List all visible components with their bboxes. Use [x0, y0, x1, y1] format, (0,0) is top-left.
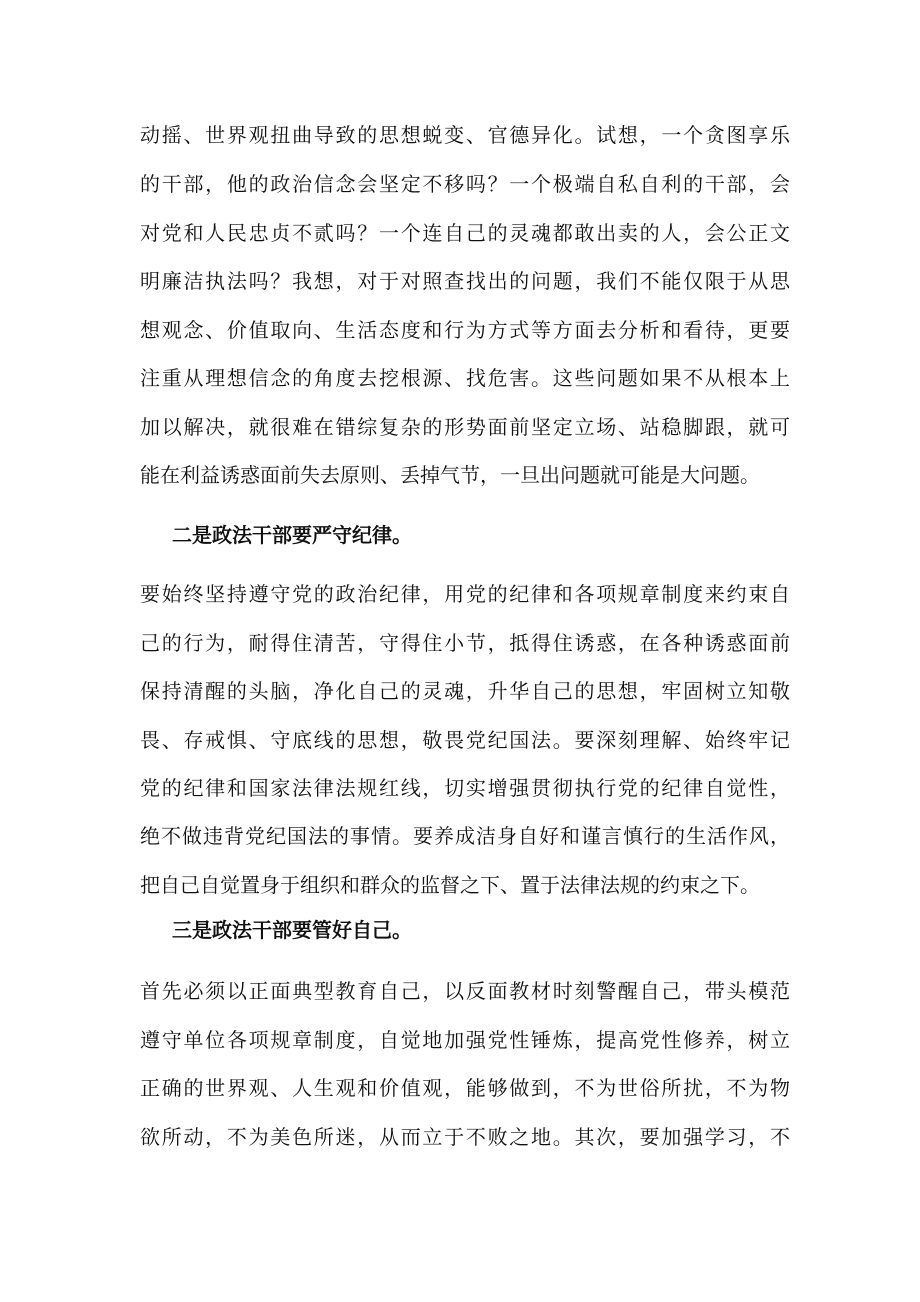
- paragraph-1-line-8: 能在利益诱惑面前失去原则、丢掉气节，一旦出问题就可能是大问题。: [140, 463, 760, 487]
- section-heading-2: 二是政法干部要严守纪律。: [172, 523, 412, 547]
- section-heading-3: 三是政法干部要管好自己。: [172, 918, 412, 942]
- paragraph-2-line-2: 己的行为，耐得住清苦，守得住小节，抵得住诱惑，在各种诱惑面前: [140, 631, 790, 655]
- paragraph-3-line-4: 欲所动，不为美色所迷，从而立于不败之地。其次，要加强学习，不: [140, 1125, 790, 1149]
- paragraph-1-line-5: 想观念、价值取向、生活态度和行为方式等方面去分析和看待，更要: [140, 318, 790, 342]
- paragraph-1-line-7: 加以解决，就很难在错综复杂的形势面前坚定立场、站稳脚跟，就可: [140, 415, 790, 439]
- paragraph-1-line-6: 注重从理想信念的角度去挖根源、找危害。这些问题如果不从根本上: [140, 366, 790, 390]
- paragraph-3-line-2: 遵守单位各项规章制度，自觉地加强党性锤炼，提高党性修养，树立: [140, 1028, 790, 1052]
- paragraph-1-line-3: 对党和人民忠贞不贰吗？一个连自己的灵魂都敢出卖的人，会公正文: [140, 221, 790, 245]
- paragraph-1-line-1: 动摇、世界观扭曲导致的思想蜕变、官德异化。试想，一个贪图享乐: [140, 123, 790, 147]
- paragraph-2-line-7: 把自己自觉置身于组织和群众的监督之下、置于法律法规的约束之下。: [140, 873, 760, 897]
- paragraph-2-line-6: 绝不做违背党纪国法的事情。要养成洁身自好和谨言慎行的生活作风，: [140, 824, 790, 848]
- paragraph-2-line-1: 要始终坚持遵守党的政治纪律，用党的纪律和各项规章制度来约束自: [140, 582, 790, 606]
- paragraph-2-line-4: 畏、存戒惧、守底线的思想，敬畏党纪国法。要深刻理解、始终牢记: [140, 728, 790, 752]
- paragraph-2-line-5: 党的纪律和国家法律法规红线，切实增强贯彻执行党的纪律自觉性，: [140, 776, 790, 800]
- paragraph-1-line-4: 明廉洁执法吗？我想，对于对照查找出的问题，我们不能仅限于从思: [140, 269, 790, 293]
- paragraph-3-line-3: 正确的世界观、人生观和价值观，能够做到，不为世俗所扰，不为物: [140, 1076, 790, 1100]
- paragraph-1-line-2: 的干部，他的政治信念会坚定不移吗？一个极端自私自利的干部，会: [140, 172, 790, 196]
- paragraph-3-line-1: 首先必须以正面典型教育自己，以反面教材时刻警醒自己，带头模范: [140, 979, 790, 1003]
- paragraph-2-line-3: 保持清醒的头脑，净化自己的灵魂，升华自己的思想，牢固树立知敬: [140, 679, 790, 703]
